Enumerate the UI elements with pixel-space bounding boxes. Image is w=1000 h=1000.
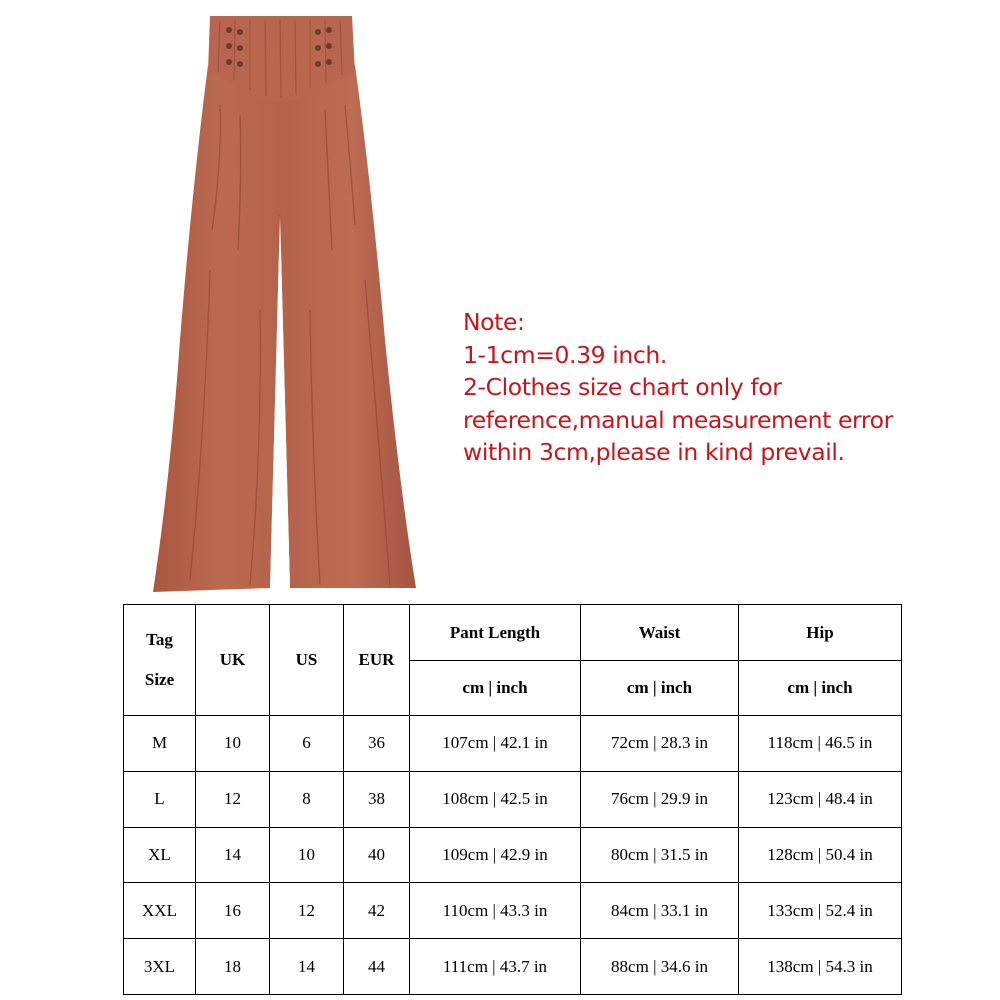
cell-hip: 128cm | 50.4 in [739,827,902,883]
cell-us: 10 [270,827,344,883]
header-us: US [270,605,344,716]
cell-uk: 18 [196,939,270,995]
unit-pant-length: cm | inch [410,661,581,716]
cell-us: 14 [270,939,344,995]
header-waist: Waist [581,605,739,661]
cell-eur: 40 [344,827,410,883]
unit-waist: cm | inch [581,661,739,716]
cell-waist: 76cm | 29.9 in [581,771,739,827]
header-tag-size [124,605,196,716]
table-row [124,771,902,827]
product-image-pants [150,10,430,595]
cell-pant-length: 107cm | 42.1 in [410,716,581,772]
cell-hip: 118cm | 46.5 in [739,716,902,772]
cell-uk: 16 [196,883,270,939]
cell-hip: 133cm | 52.4 in [739,883,902,939]
cell-pant-length: 111cm | 43.7 in [410,939,581,995]
note-line-5: within 3cm,please in kind prevail. [463,438,845,466]
cell-eur: 38 [344,771,410,827]
cell-uk: 12 [196,771,270,827]
cell-tag: L [124,771,196,827]
cell-us: 6 [270,716,344,772]
header-tag-line2: Size [144,670,175,689]
cell-tag: XXL [124,883,196,939]
size-chart-table [123,604,902,995]
table-row [124,883,902,939]
size-note [463,306,983,469]
cell-tag: M [124,716,196,772]
cell-waist: 72cm | 28.3 in [581,716,739,772]
cell-pant-length: 110cm | 43.3 in [410,883,581,939]
note-line-2: 1-1cm=0.39 inch. [463,340,667,369]
header-hip: Hip [739,605,902,661]
header-eur: EUR [344,605,410,716]
cell-us: 8 [270,771,344,827]
cell-waist: 88cm | 34.6 in [581,939,739,995]
header-pant-length: Pant Length [410,605,581,661]
cell-eur: 36 [344,716,410,772]
cell-uk: 10 [196,716,270,772]
cell-us: 12 [270,883,344,939]
table-row [124,716,902,772]
note-line-3: 2-Clothes size chart only for [463,373,782,401]
cell-tag: 3XL [124,939,196,995]
header-uk: UK [196,605,270,716]
cell-hip: 123cm | 48.4 in [739,771,902,827]
cell-pant-length: 109cm | 42.9 in [410,827,581,883]
cell-pant-length: 108cm | 42.5 in [410,771,581,827]
cell-waist: 80cm | 31.5 in [581,827,739,883]
note-line-1: Note: [463,308,525,336]
table-row [124,827,902,883]
table-row [124,939,902,995]
cell-hip: 138cm | 54.3 in [739,939,902,995]
cell-tag: XL [124,827,196,883]
note-line-4: reference,manual measurement error [463,405,893,434]
table-header-row [124,605,902,661]
cell-waist: 84cm | 33.1 in [581,883,739,939]
header-tag-line1: Tag [146,630,173,649]
cell-eur: 42 [344,883,410,939]
cell-eur: 44 [344,939,410,995]
cell-uk: 14 [196,827,270,883]
unit-hip: cm | inch [739,661,902,716]
